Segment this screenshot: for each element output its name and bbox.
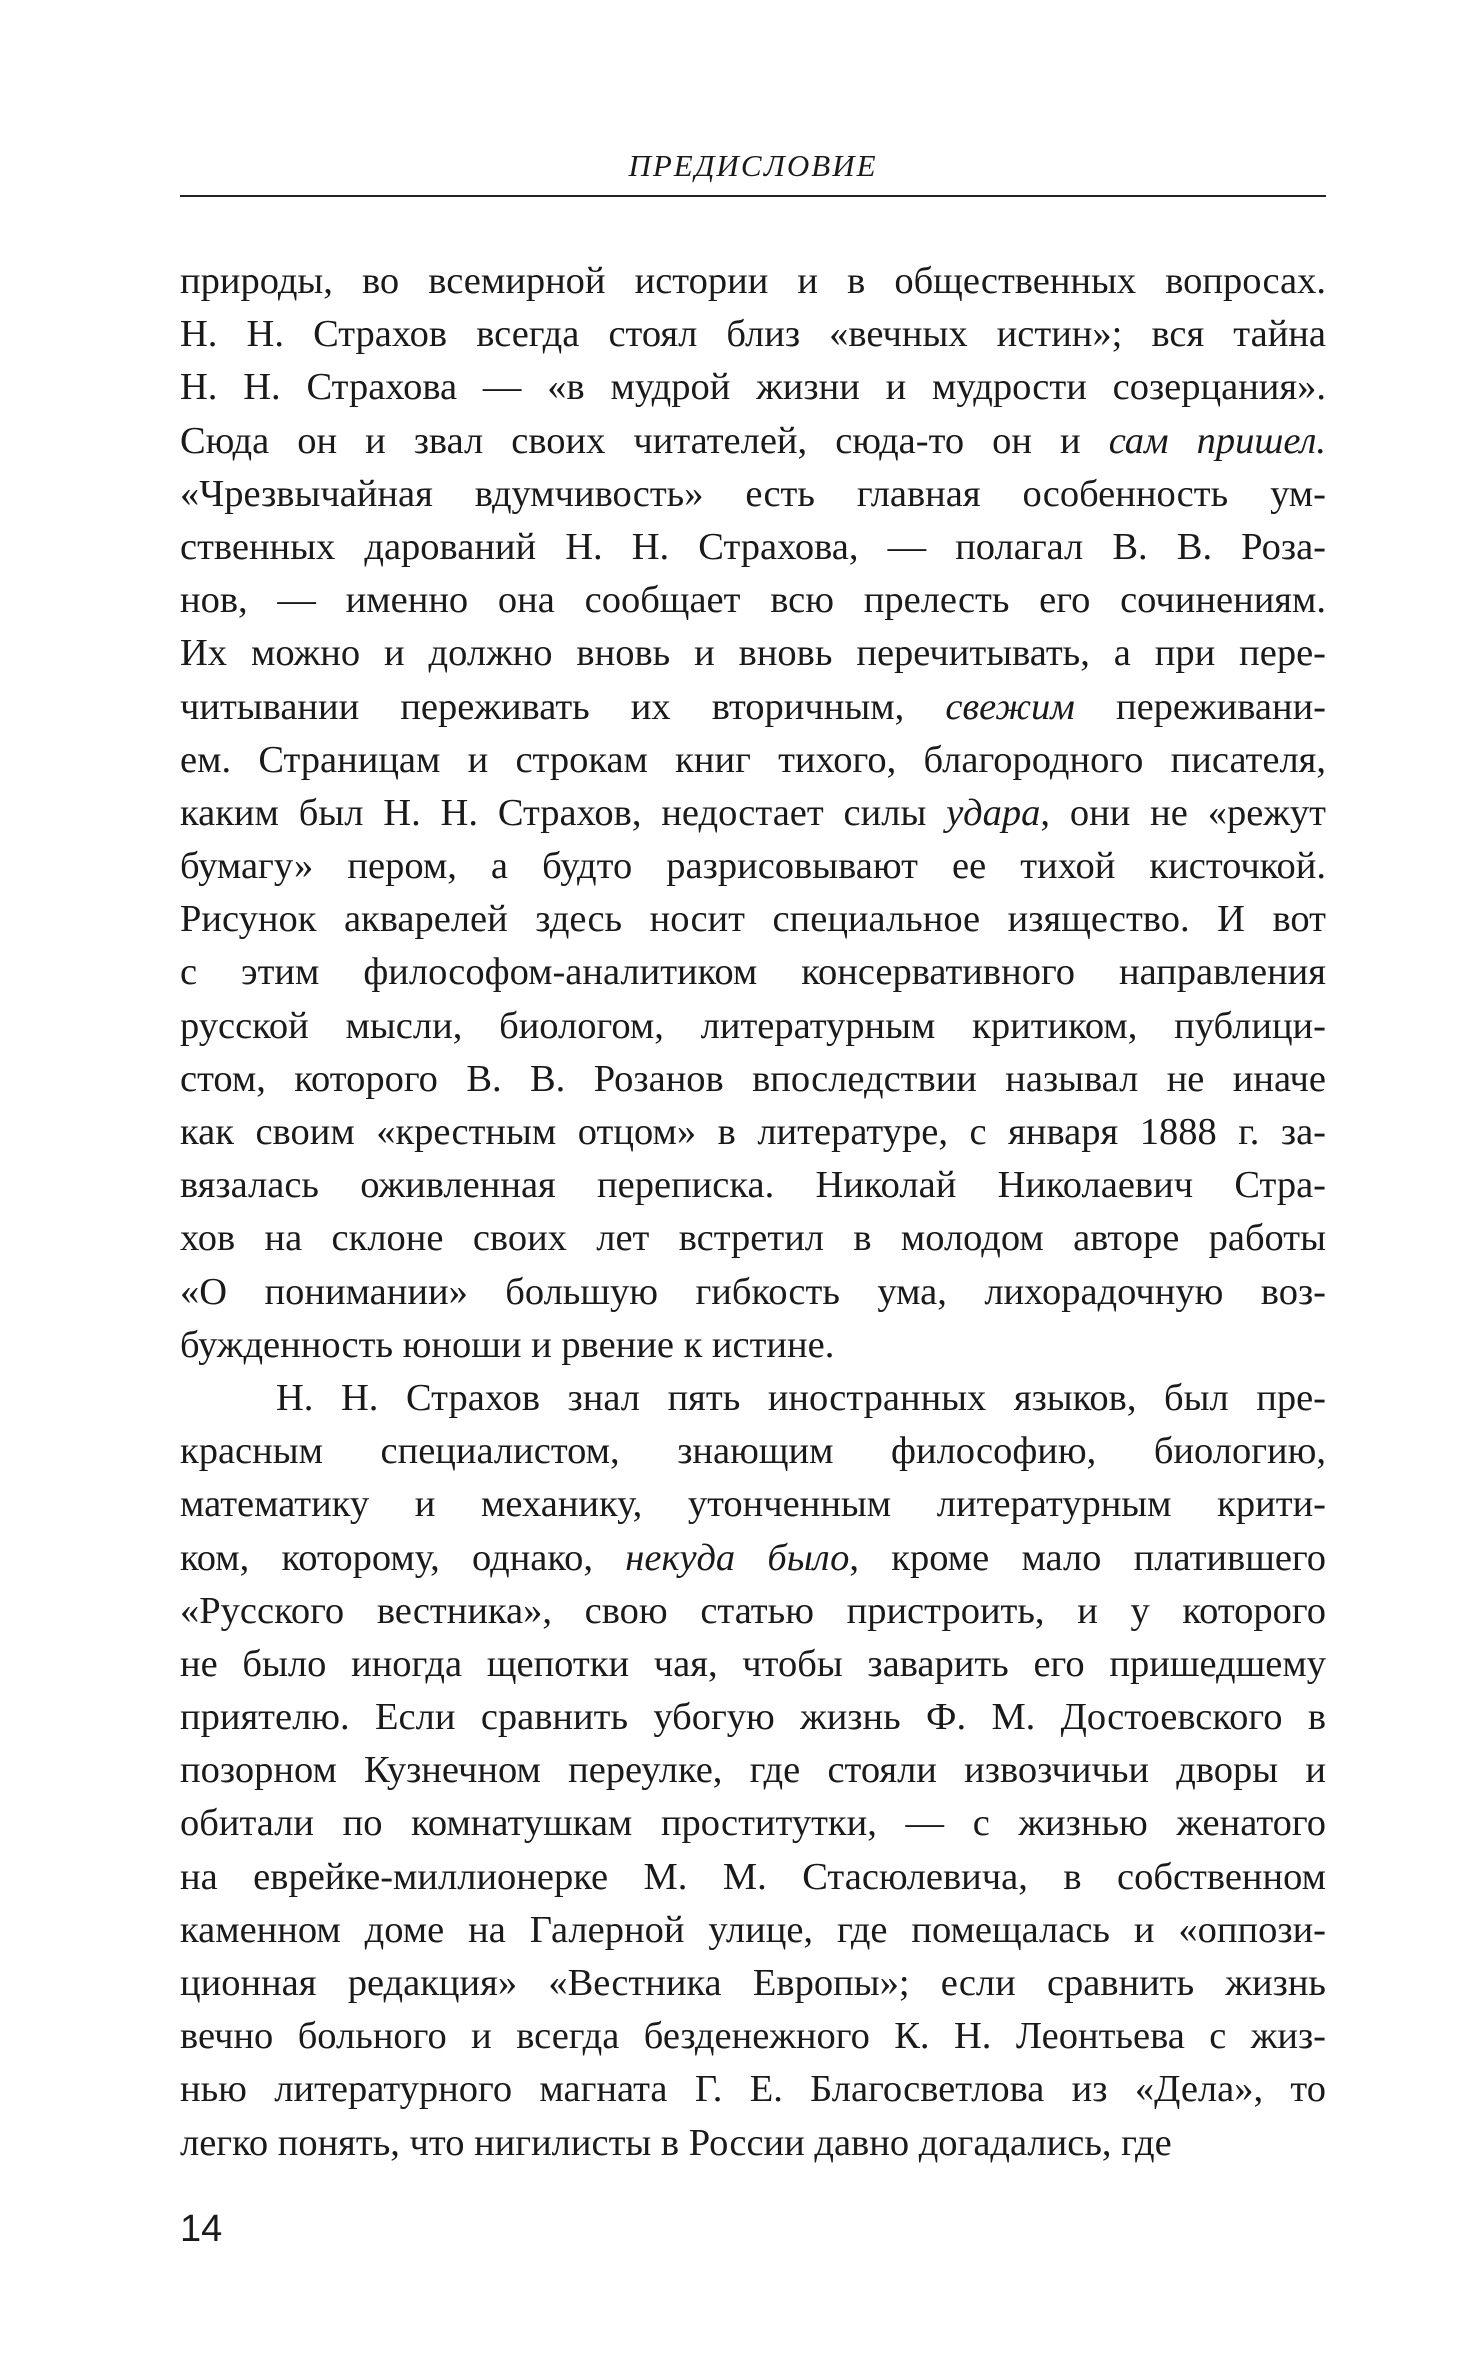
text-line (180, 1106, 1326, 1159)
text-line (180, 468, 1326, 521)
text-run: нью литературного магната Г. Е. Благосветлова из «Дела», то (180, 2068, 1326, 2111)
text-run: не было иногда щепотки чая, чтобы заварить его пришедшему (180, 1642, 1326, 1685)
text-run: русской мысли, биологом, литературным критиком, публици- (180, 1004, 1326, 1047)
text-line (180, 1425, 1326, 1478)
text-line (180, 361, 1326, 414)
text-line (180, 1319, 1326, 1372)
text-run: бужденность юноши и рвение к истине. (180, 1323, 835, 1366)
text-run: ственных дарований Н. Н. Страхова, — полагал В. В. Роза- (180, 525, 1326, 568)
text-line (180, 1638, 1326, 1691)
text-line (180, 681, 1326, 734)
text-run: позорном Кузнечном переулке, где стояли извозчичьи дворы и (180, 1749, 1326, 1792)
text-line (180, 1957, 1326, 2010)
text-run: вязалась оживленная переписка. Николай Николаевич Стра- (180, 1164, 1326, 1207)
text-run: каменном доме на Галерной улице, где помещалась и «оппози- (180, 1908, 1326, 1951)
body-text (180, 255, 1326, 2170)
text-line (180, 734, 1326, 787)
text-line (180, 1372, 1326, 1425)
text-line (180, 2010, 1326, 2063)
text-line (180, 521, 1326, 574)
text-line (180, 1744, 1326, 1797)
text-run: Рисунок акварелей здесь носит специальное изящество. И вот (180, 898, 1326, 941)
text-run: , они не «режут (1040, 791, 1326, 834)
text-run: вечно больного и всегда безденежного К. Н. Леонтьева с жиз- (180, 2015, 1326, 2058)
text-line (180, 1000, 1326, 1053)
text-run: на еврейке-миллионерке М. М. Стасюлевича, в собственном (180, 1855, 1326, 1898)
text-run: приятелю. Если сравнить убогую жизнь Ф. М. Достоевского в (180, 1696, 1326, 1739)
text-run: как своим «крестным отцом» в литературе, с января 1888 г. за- (180, 1111, 1326, 1153)
text-line (180, 2117, 1326, 2170)
text-line (180, 1585, 1326, 1638)
text-run: Н. Н. Страхова — «в мудрой жизни и мудрости созерцания». (180, 366, 1326, 409)
text-run: , кроме мало платившего (849, 1536, 1327, 1579)
text-line (180, 1266, 1326, 1319)
text-run: стом, которого В. В. Розанов впоследствии называл не иначе (180, 1057, 1326, 1100)
text-run: ционная редакция» «Вестника Европы»; если сравнить жизнь (180, 1962, 1326, 2004)
text-run: хов на склоне своих лет встретил в молодом авторе работы (180, 1217, 1326, 1260)
text-run: ем. Страницам и строкам книг тихого, благородного писателя, (180, 738, 1326, 781)
text-run: Их можно и должно вновь и вновь перечитывать, а при пере- (180, 632, 1326, 675)
text-line (180, 415, 1326, 468)
text-run: переживани- (1074, 685, 1326, 728)
text-run: обитали по комнатушкам проститутки, — с жизнью женатого (180, 1802, 1326, 1845)
text-line (180, 893, 1326, 946)
text-run: «Чрезвычайная вдумчивость» есть главная особенность ум- (180, 472, 1326, 515)
header-rule (180, 195, 1326, 197)
text-line (180, 840, 1326, 893)
running-head: ПРЕДИСЛОВИЕ (628, 148, 878, 183)
text-run: читывании переживать их вторичным, (180, 685, 946, 728)
italic-emphasis: свежим (945, 685, 1075, 728)
text-line (180, 1212, 1326, 1265)
text-run: с этим философом-аналитиком консервативного направления (180, 951, 1326, 994)
text-line (180, 308, 1326, 361)
text-run: «Русского вестника», свою статью пристроить, и у которого (180, 1589, 1326, 1632)
text-run: «О понимании» большую гибкость ума, лихорадочную воз- (180, 1270, 1326, 1313)
text-line (180, 1904, 1326, 1957)
text-line (180, 1797, 1326, 1850)
page-number: 14 (180, 2208, 223, 2250)
text-line (180, 2063, 1326, 2116)
text-run: природы, во всемирной истории и в общественных вопросах. (180, 260, 1326, 302)
text-line (180, 787, 1326, 840)
text-line (180, 627, 1326, 680)
text-run: нов, — именно она сообщает всю прелесть его сочинениям. (180, 579, 1326, 622)
italic-emphasis: некуда было (625, 1536, 850, 1579)
text-line (180, 946, 1326, 999)
text-line (180, 1851, 1326, 1904)
text-run: бумагу» пером, а будто разрисовывают ее тихой кисточкой. (180, 845, 1326, 888)
text-line (180, 574, 1326, 627)
text-run: Н. Н. Страхов знал пять иностранных языков, был пре- (276, 1376, 1326, 1419)
text-run: легко понять, что нигилисты в России давно догадались, где (180, 2121, 1172, 2164)
text-run: ком, которому, однако, (180, 1536, 626, 1579)
text-run: Сюда он и звал своих читателей, сюда-то он и (180, 419, 1109, 462)
text-run: красным специалистом, знающим философию, биологию, (180, 1430, 1326, 1473)
text-line (180, 1478, 1326, 1531)
text-run: каким был Н. Н. Страхов, недостает силы (180, 791, 947, 834)
text-run: математику и механику, утонченным литературным крити- (180, 1483, 1326, 1526)
text-line (180, 1532, 1326, 1585)
text-line (180, 1691, 1326, 1744)
italic-emphasis: сам пришел. (1108, 419, 1326, 462)
italic-emphasis: удара (946, 791, 1041, 834)
text-line (180, 1053, 1326, 1106)
text-line (180, 255, 1326, 308)
text-run: Н. Н. Страхов всегда стоял близ «вечных истин»; вся тайна (180, 313, 1326, 356)
text-line (180, 1159, 1326, 1212)
